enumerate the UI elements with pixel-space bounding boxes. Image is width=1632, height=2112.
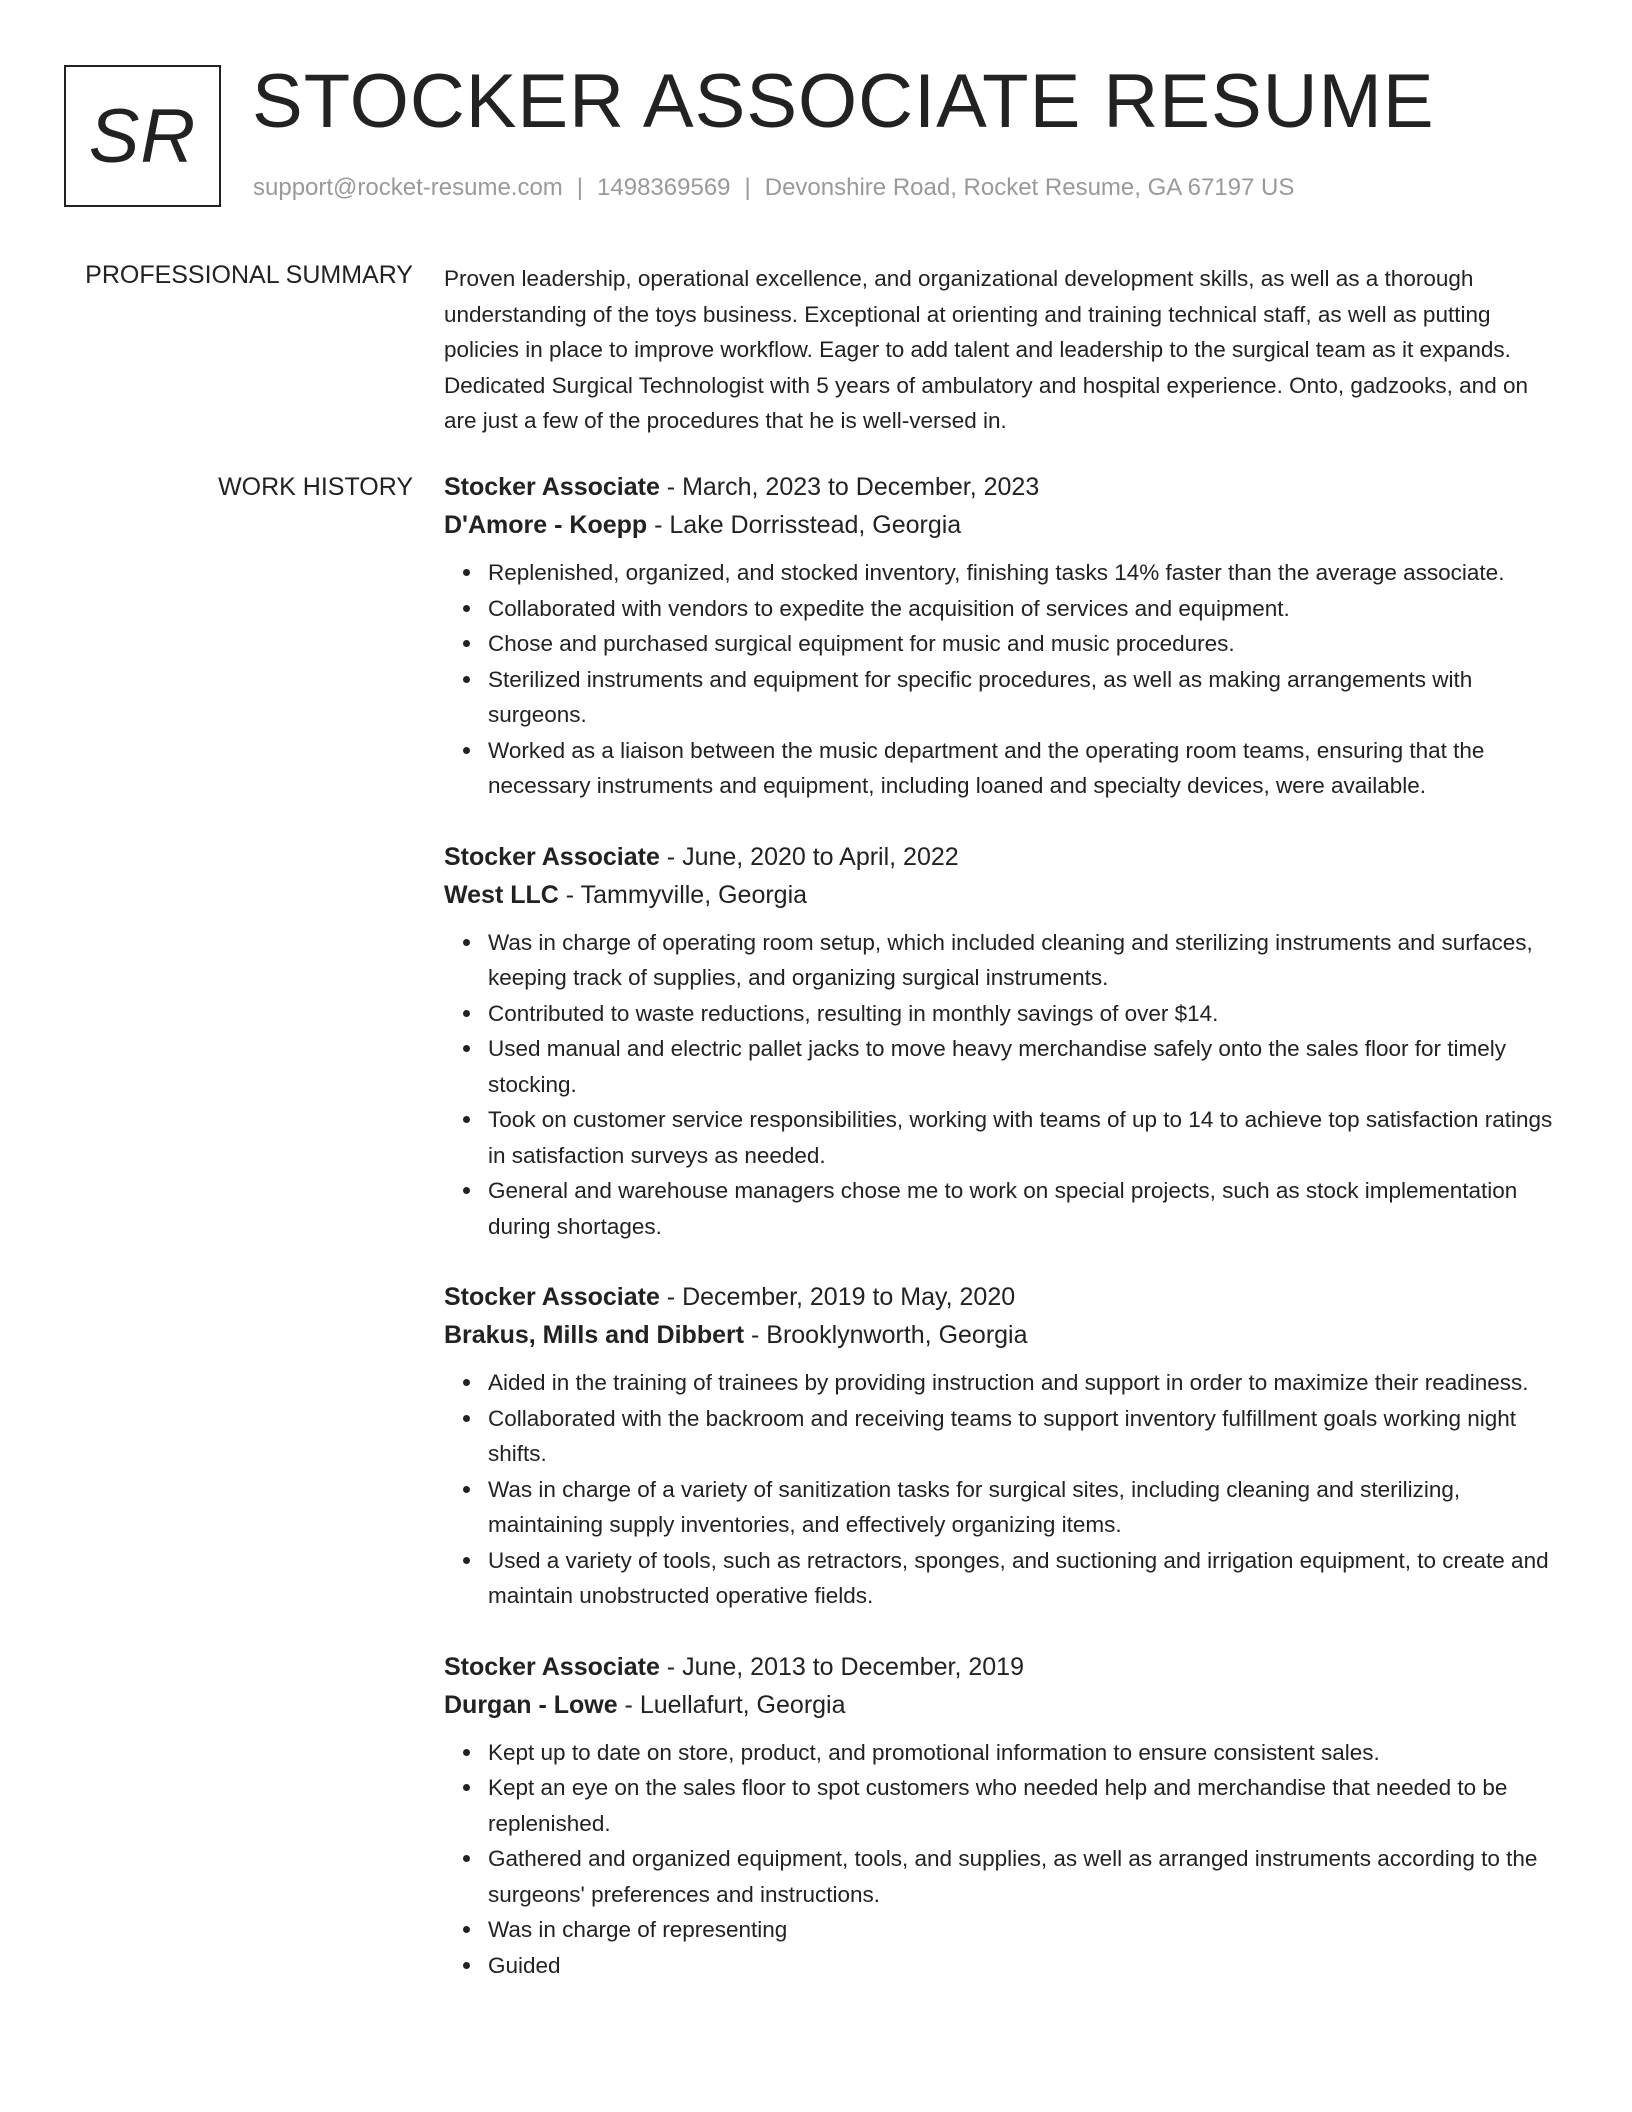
job-entry (444, 468, 1560, 804)
job-company-line (444, 1686, 1560, 1724)
job-bullet: Kept an eye on the sales floor to spot customers who needed help and merchandise that needed to be replenished. (488, 1770, 1560, 1841)
job-entry (444, 838, 1560, 1245)
job-bullet: Chose and purchased surgical equipment for music and music procedures. (488, 626, 1560, 662)
job-bullet: Used a variety of tools, such as retractors, sponges, and suctioning and irrigation equipment, to create and maintain unobstructed operative fields. (488, 1543, 1560, 1614)
job-bullet: Took on customer service responsibilities, working with teams of up to 14 to achieve top satisfaction ratings in satisfaction surveys as needed. (488, 1102, 1560, 1173)
job-company-line (444, 876, 1560, 914)
job-location: - Lake Dorrisstead, Georgia (647, 511, 962, 539)
job-bullet: General and warehouse managers chose me to work on special projects, such as stock implementation during shortages. (488, 1173, 1560, 1244)
contact-line (253, 172, 1294, 203)
contact-separator: | (744, 174, 751, 201)
job-bullet: Sterilized instruments and equipment for specific procedures, as well as making arrangements with surgeons. (488, 662, 1560, 733)
job-title-line (444, 468, 1560, 506)
contact-address: Devonshire Road, Rocket Resume, GA 67197 US (764, 174, 1295, 201)
job-bullet-list (444, 1735, 1560, 1984)
job-dates: - June, 2013 to December, 2019 (659, 1652, 1024, 1681)
job-bullet-list (444, 1365, 1560, 1614)
job-bullet: Replenished, organized, and stocked inventory, finishing tasks 14% faster than the average associate. (488, 555, 1560, 591)
job-bullet: Guided (488, 1948, 1560, 1984)
job-company: Brakus, Mills and Dibbert (444, 1321, 745, 1349)
job-title-line (444, 1648, 1560, 1686)
job-title-line (444, 1278, 1560, 1316)
section-heading-work-history: WORK HISTORY (218, 473, 413, 501)
contact-separator: | (576, 174, 584, 201)
job-bullet: Gathered and organized equipment, tools, and supplies, as well as arranged instruments according to the surgeons' preferences and instructions. (488, 1841, 1560, 1912)
job-company: West LLC (444, 880, 559, 909)
work-history-body (444, 468, 1560, 2017)
job-bullet: Worked as a liaison between the music department and the operating room teams, ensuring that the necessary instruments and equipment, including loaned and specialty devices, were available. (488, 733, 1560, 804)
summary-body (444, 261, 1560, 439)
job-bullet-list (444, 555, 1560, 804)
job-company: Durgan - Lowe (444, 1690, 618, 1719)
job-bullet-list (444, 925, 1560, 1245)
summary-text: Proven leadership, operational excellence, and organizational development skills, as well as a thorough understanding of the toys business. Exceptional at orienting and training technical staff, as well as putting policies in place to improve workflow. Eager to add talent and leadership to the surgical team as it expands. Dedicated Surgical Technologist with 5 years of ambulatory and hospital experience. Onto, gadzooks, and on are just a few of the procedures that he is well-versed in. (444, 266, 1528, 433)
resume-title: STOCKER ASSOCIATE RESUME (252, 59, 1435, 144)
job-company-line (444, 506, 1560, 544)
job-title: Stocker Associate (444, 473, 660, 501)
job-bullet: Aided in the training of trainees by providing instruction and support in order to maximize their readiness. (488, 1365, 1560, 1401)
job-bullet: Used manual and electric pallet jacks to move heavy merchandise safely onto the sales floor for timely stocking. (488, 1031, 1560, 1102)
contact-phone: 1498369569 (597, 174, 731, 201)
section-heading-summary: PROFESSIONAL SUMMARY (85, 261, 413, 289)
job-bullet: Kept up to date on store, product, and promotional information to ensure consistent sales. (488, 1735, 1560, 1771)
job-title: Stocker Associate (444, 1652, 660, 1681)
job-title: Stocker Associate (444, 842, 660, 871)
job-dates: - June, 2020 to April, 2022 (659, 842, 959, 871)
job-location: - Luellafurt, Georgia (617, 1690, 846, 1719)
job-bullet: Collaborated with vendors to expedite the acquisition of services and equipment. (488, 591, 1560, 627)
job-title: Stocker Associate (444, 1283, 660, 1311)
monogram-logo: SR (64, 65, 221, 207)
contact-email: support@rocket-resume.com (253, 174, 563, 201)
job-bullet: Collaborated with the backroom and receiving teams to support inventory fulfillment goals working night shifts. (488, 1401, 1560, 1472)
job-title-line (444, 838, 1560, 876)
job-entry (444, 1278, 1560, 1614)
job-location: - Tammyville, Georgia (558, 880, 808, 909)
job-bullet: Was in charge of operating room setup, which included cleaning and sterilizing instruments and surfaces, keeping track of supplies, and organizing surgical instruments. (488, 925, 1560, 996)
job-company-line (444, 1316, 1560, 1354)
job-dates: - March, 2023 to December, 2023 (659, 473, 1040, 501)
job-entry (444, 1648, 1560, 1984)
job-bullet: Contributed to waste reductions, resulting in monthly savings of over $14. (488, 996, 1560, 1032)
job-bullet: Was in charge of representing (488, 1912, 1560, 1948)
job-bullet: Was in charge of a variety of sanitization tasks for surgical sites, including cleaning and sterilizing, maintaining supply inventories, and effectively organizing items. (488, 1472, 1560, 1543)
job-location: - Brooklynworth, Georgia (744, 1321, 1028, 1349)
job-company: D'Amore - Koepp (444, 511, 648, 539)
job-dates: - December, 2019 to May, 2020 (659, 1283, 1016, 1311)
